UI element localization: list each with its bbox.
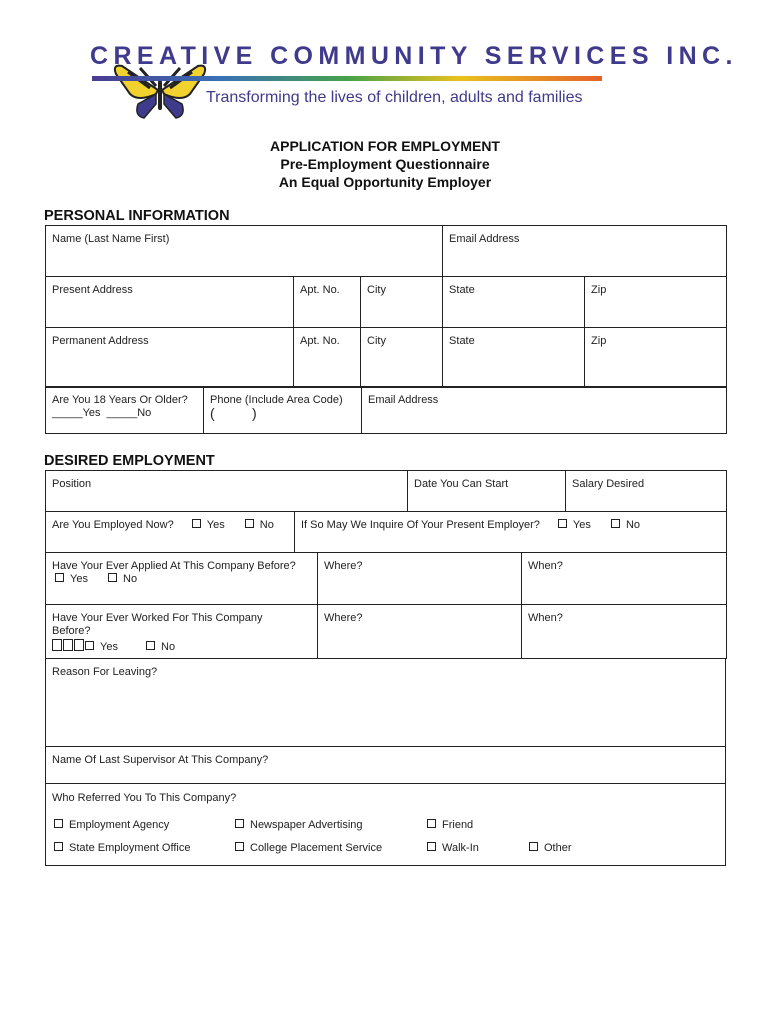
worked-yes-option[interactable] bbox=[85, 641, 118, 653]
checkbox-icon[interactable] bbox=[146, 641, 155, 650]
checkbox-icon[interactable] bbox=[427, 819, 436, 828]
email-field-2[interactable] bbox=[362, 387, 727, 434]
name-field[interactable] bbox=[46, 226, 443, 277]
ref-college-label: College Placement Service bbox=[250, 842, 383, 854]
present-address-label: Present Address bbox=[52, 284, 133, 296]
city-label: City bbox=[367, 284, 386, 296]
start-date-label: Date You Can Start bbox=[414, 478, 509, 490]
ref-other-option[interactable] bbox=[526, 842, 572, 855]
checkbox-icon[interactable] bbox=[529, 842, 538, 851]
glyph-boxes bbox=[52, 641, 85, 653]
applied-before-field bbox=[46, 553, 318, 605]
ref-walkin-label: Walk-In bbox=[442, 842, 479, 854]
state-label: State bbox=[449, 335, 475, 347]
permanent-zip-field[interactable] bbox=[585, 328, 727, 388]
employed-yes-option[interactable] bbox=[189, 519, 225, 531]
salary-label: Salary Desired bbox=[572, 478, 645, 490]
form-title bbox=[0, 137, 770, 191]
ref-state-option[interactable] bbox=[52, 842, 190, 855]
yes-label: Yes bbox=[70, 573, 88, 585]
permanent-apt-field[interactable] bbox=[294, 328, 361, 388]
desired-position-table bbox=[45, 470, 727, 512]
start-date-field[interactable] bbox=[408, 471, 566, 512]
checkbox-icon[interactable] bbox=[558, 519, 567, 528]
checkbox-icon[interactable] bbox=[427, 842, 436, 851]
employed-now-label: Are You Employed Now? bbox=[52, 519, 174, 531]
ref-state-label: State Employment Office bbox=[69, 842, 191, 854]
ref-agency-label: Employment Agency bbox=[69, 819, 170, 831]
position-label: Position bbox=[52, 478, 92, 490]
no-label: No bbox=[161, 641, 176, 653]
history-table bbox=[45, 552, 727, 659]
company-name: CREATIVE COMMUNITY SERVICES INC. bbox=[90, 42, 738, 70]
ref-friend-label: Friend bbox=[442, 819, 474, 831]
worked-before-field bbox=[46, 605, 318, 659]
permanent-state-field[interactable] bbox=[443, 328, 585, 388]
ref-other-label: Other bbox=[544, 842, 572, 854]
ref-friend-option[interactable] bbox=[424, 819, 473, 832]
inquire-employer-field bbox=[295, 512, 727, 553]
worked-no-option[interactable] bbox=[143, 641, 175, 653]
brand-divider bbox=[92, 76, 602, 81]
applied-before-label: Have Your Ever Applied At This Company Before? bbox=[52, 560, 296, 572]
yes-label: Yes bbox=[100, 641, 118, 653]
permanent-city-field[interactable] bbox=[361, 328, 443, 388]
checkbox-icon[interactable] bbox=[54, 819, 63, 828]
city-label: City bbox=[367, 335, 386, 347]
employment-status-table bbox=[45, 511, 727, 553]
phone-label: Phone (Include Area Code) bbox=[210, 394, 343, 406]
checkbox-icon[interactable] bbox=[108, 573, 117, 582]
age-field[interactable] bbox=[46, 387, 204, 434]
title-line-3: An Equal Opportunity Employer bbox=[278, 174, 492, 190]
position-field[interactable] bbox=[46, 471, 408, 512]
email-field[interactable] bbox=[443, 226, 727, 277]
worked-when-field[interactable] bbox=[522, 605, 727, 659]
inquire-label: If So May We Inquire Of Your Present Employer? bbox=[301, 519, 540, 531]
present-city-field[interactable] bbox=[361, 277, 443, 328]
applied-yes-option[interactable] bbox=[52, 573, 88, 585]
referral-field bbox=[46, 784, 726, 866]
checkbox-icon[interactable] bbox=[55, 573, 64, 582]
employed-now-field bbox=[46, 512, 295, 553]
no-label: No bbox=[259, 519, 274, 531]
ref-newspaper-option[interactable] bbox=[232, 819, 363, 832]
yes-label: Yes bbox=[572, 519, 591, 531]
age-question: Are You 18 Years Or Older? bbox=[52, 394, 188, 406]
worked-where-field[interactable] bbox=[318, 605, 522, 659]
salary-field[interactable] bbox=[566, 471, 727, 512]
present-state-field[interactable] bbox=[443, 277, 585, 328]
title-line-1: APPLICATION FOR EMPLOYMENT bbox=[270, 138, 500, 154]
inquire-yes-option[interactable] bbox=[555, 519, 591, 531]
referral-label: Who Referred You To This Company? bbox=[52, 792, 237, 804]
checkbox-icon[interactable] bbox=[611, 519, 620, 528]
no-label: No bbox=[625, 519, 640, 531]
ref-agency-option[interactable] bbox=[52, 819, 169, 832]
present-zip-field[interactable] bbox=[585, 277, 727, 328]
inquire-no-option[interactable] bbox=[608, 519, 640, 531]
permanent-address-field[interactable] bbox=[46, 328, 294, 388]
worked-before-label: Have Your Ever Worked For This Company Before? bbox=[52, 612, 263, 637]
no-label: No bbox=[123, 573, 138, 585]
age-options[interactable]: _____Yes _____No bbox=[52, 407, 152, 419]
company-tagline: Transforming the lives of children, adults and families bbox=[206, 89, 583, 106]
reason-leaving-label: Reason For Leaving? bbox=[52, 666, 158, 678]
last-supervisor-label: Name Of Last Supervisor At This Company? bbox=[52, 754, 269, 766]
last-supervisor-field[interactable] bbox=[46, 747, 726, 784]
where-label: Where? bbox=[324, 612, 363, 624]
checkbox-icon[interactable] bbox=[235, 819, 244, 828]
name-label: Name (Last Name First) bbox=[52, 233, 170, 245]
checkbox-icon[interactable] bbox=[245, 519, 254, 528]
leaving-table bbox=[45, 658, 726, 866]
reason-leaving-field[interactable] bbox=[46, 659, 726, 747]
email-label-2: Email Address bbox=[368, 394, 439, 406]
permanent-address-label: Permanent Address bbox=[52, 335, 149, 347]
applied-when-field[interactable] bbox=[522, 553, 727, 605]
checkbox-icon[interactable] bbox=[235, 842, 244, 851]
applied-no-option[interactable] bbox=[105, 573, 137, 585]
phone-area-code: ( ) bbox=[210, 405, 259, 421]
section-desired-employment: DESIRED EMPLOYMENT bbox=[44, 453, 215, 469]
checkbox-icon[interactable] bbox=[192, 519, 201, 528]
when-label: When? bbox=[528, 612, 563, 624]
present-address-field[interactable] bbox=[46, 277, 294, 328]
checkbox-icon[interactable] bbox=[54, 842, 63, 851]
zip-label: Zip bbox=[591, 284, 607, 296]
phone-field[interactable] bbox=[204, 387, 362, 434]
ref-newspaper-label: Newspaper Advertising bbox=[250, 819, 363, 831]
title-line-2: Pre-Employment Questionnaire bbox=[280, 156, 490, 172]
applied-where-field[interactable] bbox=[318, 553, 522, 605]
present-apt-field[interactable] bbox=[294, 277, 361, 328]
state-label: State bbox=[449, 284, 475, 296]
apt-label: Apt. No. bbox=[300, 284, 340, 296]
ref-college-option[interactable] bbox=[232, 842, 382, 855]
ref-walkin-option[interactable] bbox=[424, 842, 479, 855]
personal-info-table bbox=[45, 225, 727, 388]
checkbox-icon[interactable] bbox=[85, 641, 94, 650]
when-label: When? bbox=[528, 560, 563, 572]
apt-label: Apt. No. bbox=[300, 335, 340, 347]
yes-label: Yes bbox=[206, 519, 225, 531]
contact-table bbox=[45, 386, 727, 434]
employed-no-option[interactable] bbox=[242, 519, 274, 531]
zip-label: Zip bbox=[591, 335, 607, 347]
section-personal-information: PERSONAL INFORMATION bbox=[44, 208, 230, 224]
email-label: Email Address bbox=[449, 233, 520, 245]
where-label: Where? bbox=[324, 560, 363, 572]
